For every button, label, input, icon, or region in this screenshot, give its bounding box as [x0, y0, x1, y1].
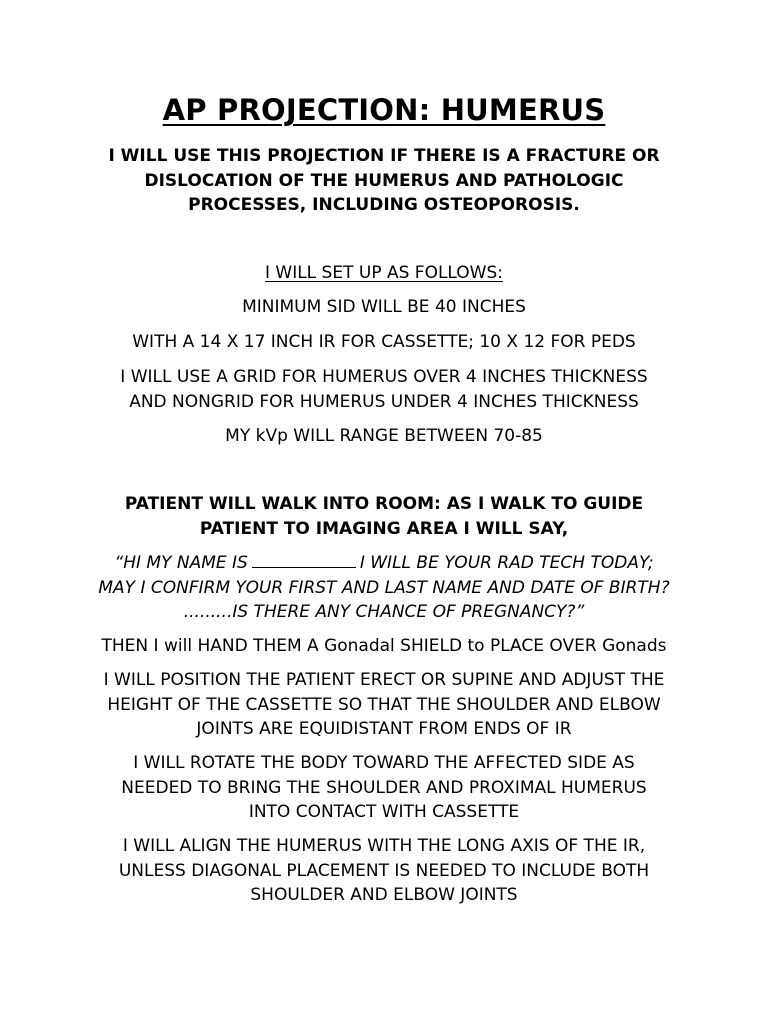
- greeting-part-2: I WILL BE YOUR RAD TECH TODAY; MAY I CONFIRM YOUR FIRST AND LAST NAME AND DATE OF BIRTH? .........IS THERE ANY CHANCE OF PREGNANCY?”: [98, 553, 670, 622]
- setup-heading: [84, 261, 684, 286]
- position-paragraph: I WILL POSITION THE PATIENT ERECT OR SUPINE AND ADJUST THE HEIGHT OF THE CASSETTE SO THAT THE SHOULDER AND ELBOW JOINTS ARE EQUIDISTANT FROM ENDS OF IR: [103, 670, 665, 739]
- page-title: AP PROJECTION: HUMERUS: [162, 93, 606, 127]
- indication-paragraph: I WILL USE THIS PROJECTION IF THERE IS A FRACTURE OR DISLOCATION OF THE HUMERUS AND PATHOLOGIC PROCESSES, INCLUDING OSTEOPOROSIS.: [108, 146, 660, 215]
- kvp-line: MY kVp WILL RANGE BETWEEN 70-85: [225, 426, 543, 446]
- name-blank-line: [252, 552, 356, 568]
- rotate-paragraph: I WILL ROTATE THE BODY TOWARD THE AFFECTED SIDE AS NEEDED TO BRING THE SHOULDER AND PROXIMAL HUMERUS INTO CONTACT WITH CASSETTE: [121, 753, 647, 822]
- ir-size-line: WITH A 14 X 17 INCH IR FOR CASSETTE; 10 X 12 FOR PEDS: [132, 332, 636, 352]
- setup-heading-text: I WILL SET UP AS FOLLOWS:: [264, 263, 504, 283]
- sid-line: MINIMUM SID WILL BE 40 INCHES: [242, 297, 526, 317]
- greeting-paragraph: [96, 551, 672, 625]
- greeting-part-1: “HI MY NAME IS: [114, 553, 248, 573]
- patient-intro-paragraph: PATIENT WILL WALK INTO ROOM: AS I WALK TO GUIDE PATIENT TO IMAGING AREA I WILL SAY,: [124, 494, 644, 539]
- grid-paragraph: I WILL USE A GRID FOR HUMERUS OVER 4 INCHES THICKNESS AND NONGRID FOR HUMERUS UNDER 4 INCHES THICKNESS: [120, 367, 648, 412]
- shield-line: THEN I will HAND THEM A Gonadal SHIELD to PLACE OVER Gonads: [101, 636, 667, 656]
- align-paragraph: I WILL ALIGN THE HUMERUS WITH THE LONG AXIS OF THE IR, UNLESS DIAGONAL PLACEMENT IS NEEDED TO INCLUDE BOTH SHOULDER AND ELBOW JOINTS: [118, 836, 650, 905]
